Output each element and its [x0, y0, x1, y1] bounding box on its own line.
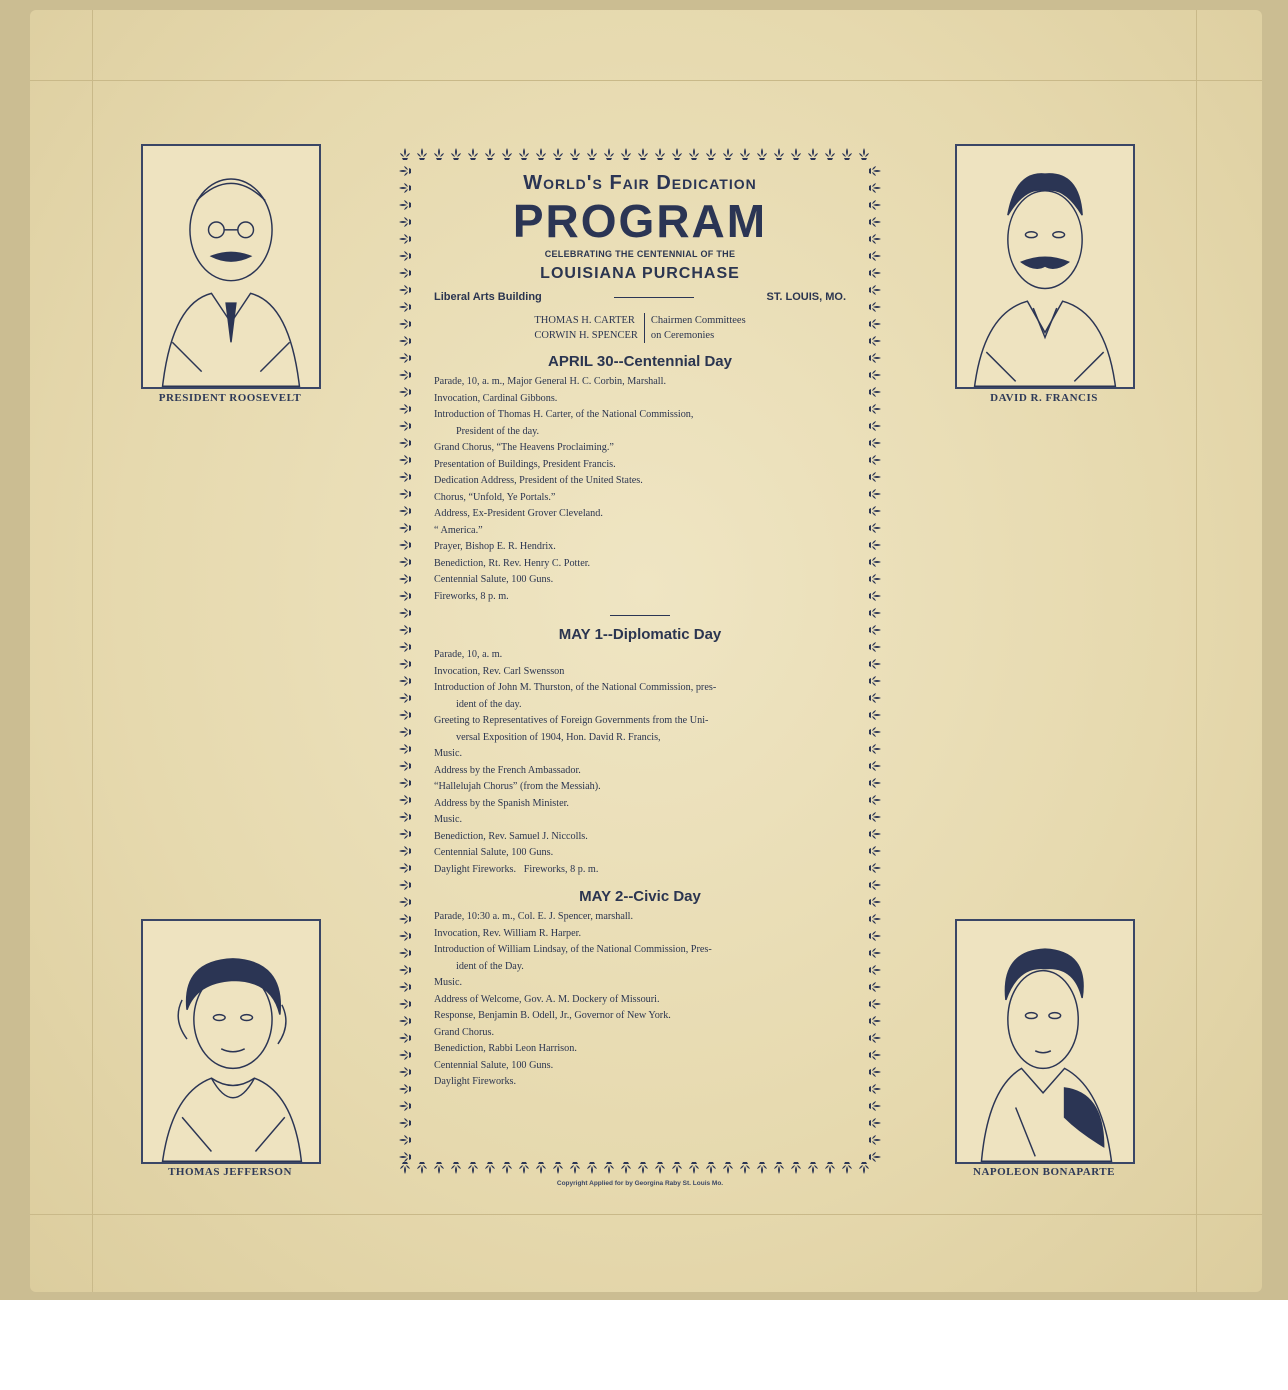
caption-roosevelt: PRESIDENT ROOSEVELT	[158, 392, 302, 404]
fleur-mark	[723, 1162, 733, 1174]
fleur-mark	[399, 778, 411, 788]
fleur-mark	[399, 999, 411, 1009]
list-item: Chorus, “Unfold, Ye Portals.”	[434, 491, 556, 503]
fleur-mark	[869, 1050, 881, 1060]
fleur-mark	[869, 829, 881, 839]
fleur-mark	[536, 148, 546, 160]
fleur-mark	[723, 148, 733, 160]
chairmen-roles	[645, 313, 746, 343]
list-item: Address by the French Ambassador.	[434, 764, 581, 776]
list-item: Grand Chorus, “The Heavens Proclaiming.”	[434, 442, 614, 453]
list-item: Introduction of William Lindsay, of the National Commission, Pres-	[434, 944, 712, 955]
venue-row	[420, 291, 860, 303]
fleur-mark	[399, 404, 411, 414]
list-item: Presentation of Buildings, President Francis.	[434, 458, 616, 470]
fleur-mark	[869, 1067, 881, 1077]
list-item: Introduction of John M. Thurston, of the National Commission, pres-	[434, 682, 717, 693]
portrait-napoleon	[955, 919, 1135, 1164]
fleur-mark	[869, 778, 881, 788]
list-item: Dedication Address, President of the United States.	[434, 475, 643, 486]
chairmen-names	[534, 313, 645, 343]
list-item: Benediction, Rabbi Leon Harrison.	[434, 1043, 577, 1054]
fleur-mark	[869, 795, 881, 805]
chairmen-block	[420, 313, 860, 343]
list-item: Parade, 10, a. m.	[434, 649, 503, 660]
fleur-mark	[869, 846, 881, 856]
fleur-mark	[399, 302, 411, 312]
list-item: Invocation, Rev. Carl Swensson	[434, 665, 565, 677]
fleur-mark	[869, 931, 881, 941]
fleur-mark	[689, 148, 699, 160]
fleur-mark	[502, 148, 512, 160]
fleur-mark	[869, 455, 881, 465]
fleur-mark	[869, 1118, 881, 1128]
fleur-mark	[869, 642, 881, 652]
fleur-mark	[869, 591, 881, 601]
portrait-jefferson	[141, 919, 321, 1164]
day-items-may-1	[420, 647, 860, 878]
fleur-mark	[869, 863, 881, 873]
list-item: Parade, 10, a. m., Major General H. C. Corbin, Marshall.	[434, 376, 666, 387]
fleur-mark	[399, 285, 411, 295]
fleur-mark	[869, 744, 881, 754]
fleur-mark	[808, 148, 818, 160]
list-item: Address of Welcome, Gov. A. M. Dockery of Missouri.	[434, 993, 660, 1005]
portrait-francis	[955, 144, 1135, 389]
fleur-mark	[774, 148, 784, 160]
list-item: Centennial Salute, 100 Guns.	[434, 1059, 554, 1071]
fleur-mark	[399, 421, 411, 431]
fleur-mark	[740, 148, 750, 160]
venue-building: Liberal Arts Building	[434, 291, 542, 303]
fleur-mark	[399, 183, 411, 193]
fleur-mark	[399, 1118, 411, 1128]
fleur-mark	[399, 506, 411, 516]
fleur-mark	[519, 148, 529, 160]
fleur-mark	[689, 1162, 699, 1174]
list-item: Benediction, Rev. Samuel J. Niccolls.	[434, 830, 588, 842]
fleur-mark	[842, 1162, 852, 1174]
day-heading-may-1: MAY 1--Diplomatic Day	[558, 626, 722, 643]
list-item: Benediction, Rt. Rev. Henry C. Potter.	[434, 557, 591, 569]
fleur-mark	[869, 319, 881, 329]
fleur-mark	[869, 472, 881, 482]
fleur-mark	[399, 761, 411, 771]
list-item: Introduction of Thomas H. Carter, of the National Commission,	[434, 409, 694, 420]
day-items-may-2	[420, 909, 860, 1091]
fleur-mark	[399, 523, 411, 533]
list-item: Response, Benjamin B. Odell, Jr., Governor of New York.	[434, 1010, 671, 1021]
list-item: ident of the day.	[456, 698, 522, 710]
fleur-mark	[399, 676, 411, 686]
fleur-mark	[869, 608, 881, 618]
fleur-mark	[869, 183, 881, 193]
fleur-mark	[399, 489, 411, 499]
fleur-mark	[869, 285, 881, 295]
fleur-mark	[434, 148, 444, 160]
francis-engraving-icon	[957, 146, 1133, 387]
fleur-mark	[621, 148, 631, 160]
fleur-mark	[399, 1016, 411, 1026]
fleur-mark	[399, 1101, 411, 1111]
fleur-mark	[451, 148, 461, 160]
fleur-mark	[621, 1162, 631, 1174]
fleur-mark	[399, 1067, 411, 1077]
fleur-mark	[869, 1084, 881, 1094]
fleur-mark	[399, 727, 411, 737]
fleur-mark	[399, 387, 411, 397]
fleur-mark	[399, 608, 411, 618]
venue-rule	[614, 297, 694, 298]
fleur-mark	[859, 1162, 869, 1174]
fleur-mark	[417, 148, 427, 160]
fleur-mark	[399, 1050, 411, 1060]
fleur-mark	[706, 1162, 716, 1174]
fleur-mark	[399, 914, 411, 924]
fleur-mark	[869, 506, 881, 516]
fleur-mark	[399, 1152, 411, 1162]
fleur-mark	[774, 1162, 784, 1174]
fleur-mark	[869, 659, 881, 669]
fleur-mark	[468, 148, 478, 160]
fleur-mark	[869, 523, 881, 533]
fleur-mark	[399, 251, 411, 261]
fleur-mark	[587, 1162, 597, 1174]
fleur-mark	[399, 863, 411, 873]
fleur-mark	[869, 982, 881, 992]
fleur-mark	[519, 1162, 529, 1174]
fleur-mark	[869, 200, 881, 210]
fleur-mark	[869, 710, 881, 720]
fleur-mark	[869, 353, 881, 363]
fleur-mark	[869, 812, 881, 822]
caption-jefferson: THOMAS JEFFERSON	[168, 1166, 292, 1178]
fleur-mark	[672, 148, 682, 160]
fleur-mark	[869, 438, 881, 448]
fleur-mark	[869, 693, 881, 703]
list-item: Music.	[434, 748, 463, 759]
fleur-mark	[869, 557, 881, 567]
fleur-mark	[399, 880, 411, 890]
fleur-mark	[399, 982, 411, 992]
fleur-mark	[869, 251, 881, 261]
list-item: Parade, 10:30 a. m., Col. E. J. Spencer, marshall.	[434, 911, 634, 922]
fleur-mark	[869, 370, 881, 380]
fleur-mark	[869, 1101, 881, 1111]
fleur-mark	[869, 625, 881, 635]
celebrating-subtitle: CELEBRATING THE CENTENNIAL OF THE	[544, 249, 736, 259]
fleur-mark	[399, 642, 411, 652]
fleur-mark	[757, 148, 767, 160]
fleur-mark	[869, 302, 881, 312]
caption-francis: DAVID R. FRANCIS	[990, 392, 1098, 404]
fleur-mark	[869, 999, 881, 1009]
hem-line-right	[1196, 10, 1197, 1292]
fleur-mark	[869, 336, 881, 346]
fleur-mark	[869, 1135, 881, 1145]
fleur-mark	[791, 1162, 801, 1174]
napoleon-engraving-icon	[957, 921, 1133, 1162]
fleur-mark	[399, 336, 411, 346]
hem-line-bottom	[30, 1214, 1262, 1215]
fleur-mark	[399, 931, 411, 941]
fleur-mark	[399, 948, 411, 958]
fleur-mark	[399, 557, 411, 567]
fleur-mark	[825, 148, 835, 160]
fleur-mark	[869, 880, 881, 890]
fleur-mark	[399, 591, 411, 601]
fleur-mark	[869, 268, 881, 278]
fleur-mark	[869, 489, 881, 499]
chairmen-role-line1: Chairmen Committees	[650, 315, 746, 326]
fleur-mark	[400, 148, 410, 160]
portrait-roosevelt	[141, 144, 321, 389]
fleur-mark	[638, 148, 648, 160]
fleur-mark	[399, 795, 411, 805]
list-item: Invocation, Cardinal Gibbons.	[434, 392, 558, 404]
fleur-mark	[400, 1162, 410, 1174]
fleur-mark	[740, 1162, 750, 1174]
fleur-mark	[638, 1162, 648, 1174]
fleur-mark	[869, 727, 881, 737]
fleur-mark	[869, 217, 881, 227]
list-item: “ America.”	[434, 524, 483, 536]
fleur-mark	[485, 148, 495, 160]
fleur-mark	[672, 1162, 682, 1174]
list-item: Grand Chorus.	[434, 1026, 494, 1038]
fleur-mark	[706, 148, 716, 160]
fleur-mark	[553, 1162, 563, 1174]
fleur-mark	[825, 1162, 835, 1174]
fleur-mark	[399, 166, 411, 176]
day-heading-april-30: APRIL 30--Centennial Day	[548, 353, 732, 370]
fleur-mark	[417, 1162, 427, 1174]
hem-line-top	[30, 80, 1262, 81]
fleur-mark	[869, 897, 881, 907]
program-title: PROGRAM	[512, 195, 768, 247]
fleur-mark	[859, 148, 869, 160]
fleur-mark	[399, 897, 411, 907]
list-item: Centennial Salute, 100 Guns.	[434, 574, 554, 585]
list-item: Music.	[434, 814, 463, 825]
chairmen-role-line2: on Ceremonies	[650, 330, 715, 341]
fleur-mark	[399, 965, 411, 975]
caption-napoleon: NAPOLEON BONAPARTE	[973, 1166, 1115, 1178]
list-item: Music.	[434, 977, 463, 988]
fleur-mark	[399, 540, 411, 550]
fleur-mark	[869, 1033, 881, 1043]
fleur-mark	[399, 829, 411, 839]
list-item: Daylight Fireworks. Fireworks, 8 p. m.	[434, 863, 599, 875]
fleur-mark	[399, 438, 411, 448]
fleur-mark	[869, 421, 881, 431]
chairman-spencer: CORWIN H. SPENCER	[534, 330, 638, 341]
fleur-mark	[869, 234, 881, 244]
list-item: versal Exposition of 1904, Hon. David R. Francis,	[456, 731, 661, 743]
fleur-mark	[869, 914, 881, 924]
fleur-mark	[791, 148, 801, 160]
fleur-mark	[869, 387, 881, 397]
fleur-mark	[604, 148, 614, 160]
list-item: Fireworks, 8 p. m.	[434, 590, 509, 602]
fleur-mark	[655, 1162, 665, 1174]
fleur-mark	[399, 574, 411, 584]
list-item: “Hallelujah Chorus” (from the Messiah).	[434, 781, 601, 792]
fleur-mark	[399, 353, 411, 363]
roosevelt-engraving-icon	[143, 146, 319, 387]
fleur-mark	[399, 625, 411, 635]
fleur-mark	[399, 319, 411, 329]
fleur-mark	[604, 1162, 614, 1174]
fleur-mark	[399, 659, 411, 669]
fleur-mark	[553, 148, 563, 160]
fleur-mark	[399, 693, 411, 703]
jefferson-engraving-icon	[143, 921, 319, 1162]
fleur-mark	[485, 1162, 495, 1174]
list-item: Daylight Fireworks.	[434, 1076, 517, 1087]
fleur-mark	[399, 744, 411, 754]
fleur-mark	[468, 1162, 478, 1174]
fleur-mark	[869, 676, 881, 686]
fleur-mark	[869, 166, 881, 176]
list-item: Greeting to Representatives of Foreign Governments from the Uni-	[434, 715, 709, 726]
fleur-mark	[570, 148, 580, 160]
fleur-mark	[399, 455, 411, 465]
list-item: Address by the Spanish Minister.	[434, 797, 569, 809]
copyright-notice: Copyright Applied for by Georgina Raby St. Louis Mo.	[556, 1180, 724, 1187]
fleur-mark	[399, 200, 411, 210]
venue-city: ST. LOUIS, MO.	[766, 291, 846, 303]
fleur-mark	[434, 1162, 444, 1174]
fleur-mark	[399, 1084, 411, 1094]
list-item: Address, Ex-President Grover Cleveland.	[434, 508, 603, 519]
fleur-mark	[399, 1135, 411, 1145]
fleur-mark	[399, 472, 411, 482]
fleur-mark	[869, 948, 881, 958]
list-item: Centennial Salute, 100 Guns.	[434, 847, 554, 858]
fleur-mark	[869, 540, 881, 550]
fleur-mark	[587, 148, 597, 160]
fleur-mark	[399, 710, 411, 720]
day-heading-may-2: MAY 2--Civic Day	[579, 888, 701, 905]
fleur-mark	[536, 1162, 546, 1174]
fleur-mark	[399, 234, 411, 244]
list-item: Invocation, Rev. William R. Harper.	[434, 927, 581, 939]
fleur-mark	[399, 1033, 411, 1043]
fleur-mark	[808, 1162, 818, 1174]
day-items-april-30	[420, 374, 860, 605]
fleur-mark	[399, 846, 411, 856]
fleur-mark	[842, 148, 852, 160]
worlds-fair-title: World's Fair Dedication	[523, 172, 757, 194]
fleur-mark	[869, 1152, 881, 1162]
fleur-mark	[399, 217, 411, 227]
chairman-carter: THOMAS H. CARTER	[534, 315, 635, 326]
fleur-mark	[869, 574, 881, 584]
fleur-mark	[869, 965, 881, 975]
list-item: Prayer, Bishop E. R. Hendrix.	[434, 541, 556, 552]
section-separator	[610, 615, 670, 616]
list-item: President of the day.	[456, 425, 540, 437]
fleur-mark	[757, 1162, 767, 1174]
fleur-mark	[399, 268, 411, 278]
louisiana-purchase-title: LOUISIANA PURCHASE	[540, 265, 740, 282]
fleur-mark	[451, 1162, 461, 1174]
fleur-mark	[399, 812, 411, 822]
fleur-mark	[399, 370, 411, 380]
fleur-mark	[869, 761, 881, 771]
hem-line-left	[92, 10, 93, 1292]
list-item: ident of the Day.	[456, 960, 524, 972]
fleur-mark	[655, 148, 665, 160]
fleur-mark	[502, 1162, 512, 1174]
fleur-mark	[869, 1016, 881, 1026]
fleur-mark	[570, 1162, 580, 1174]
program-content	[420, 168, 860, 1091]
fleur-mark	[869, 404, 881, 414]
